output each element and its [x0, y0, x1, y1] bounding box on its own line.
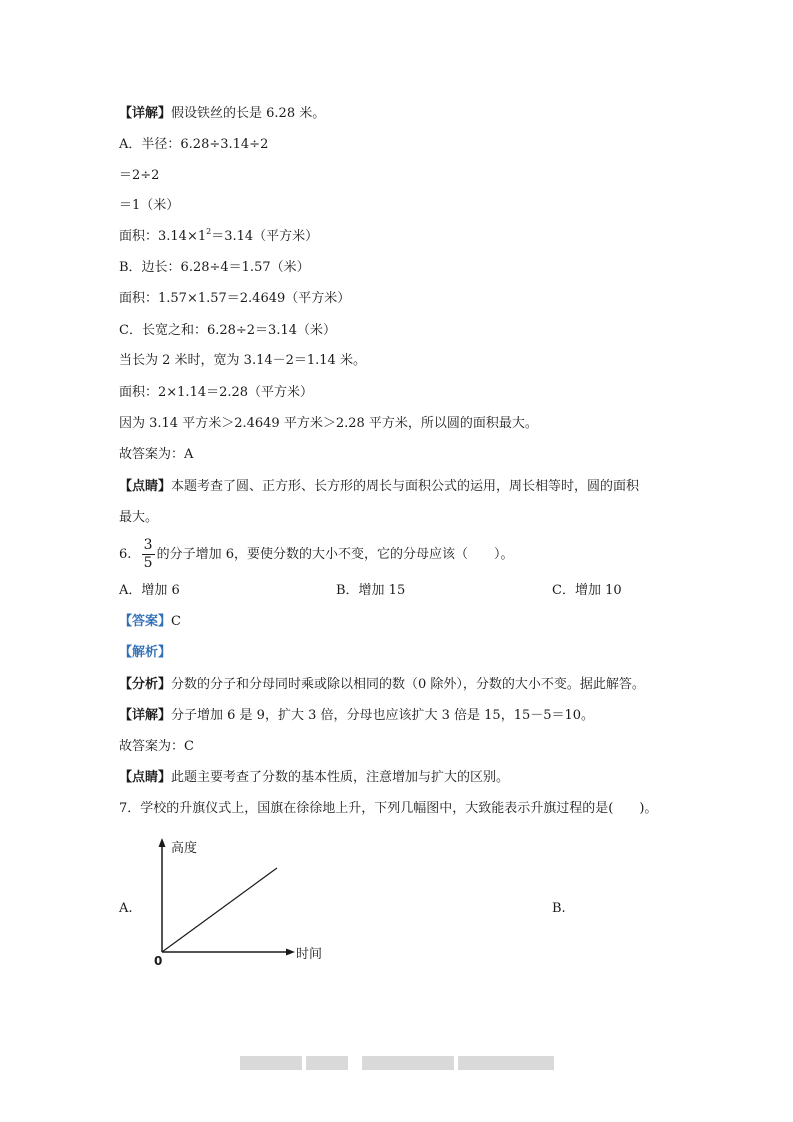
dianjing-line: 【点睛】本题考查了圆、正方形、长方形的周长与面积公式的运用，周长相等时，圆的面积: [119, 479, 640, 494]
detail-tag: 【详解】: [119, 106, 172, 121]
answer-tag: 【答案】: [119, 614, 172, 629]
fraction-denominator: 5: [143, 555, 153, 571]
answer-value: C: [171, 614, 181, 629]
y-axis-arrow: [159, 838, 166, 847]
text-line: 最大。: [119, 510, 159, 525]
detail-text: 假设铁丝的长是 6.28 米。: [171, 106, 326, 121]
text-line: A．半径：6.28÷3.14÷2: [119, 137, 269, 152]
question-7: 7．学校的升旗仪式上，国旗在徐徐地上升，下列几幅图中，大致能表示升旗过程的是( )。: [119, 801, 658, 816]
option-a-graph: [150, 832, 330, 967]
exponent: 2: [206, 227, 212, 236]
option-b: B．增加 15: [336, 583, 406, 598]
area-line: 面积：$3.14\times 1^2=3.14$（平方米）: [119, 227, 319, 244]
origin-label: 0: [154, 954, 163, 967]
text-line: B．边长：6.28÷4＝1.57（米）: [119, 260, 310, 275]
dianjing-tag: 【点睛】: [119, 770, 172, 785]
height-line: [162, 868, 277, 952]
xiangjie-tag: 【详解】: [119, 708, 172, 723]
answer-line: [119, 614, 181, 630]
question-6: [119, 537, 514, 573]
x-axis-label: 时间: [296, 947, 323, 962]
option-a-label: A.: [119, 901, 133, 916]
option-b-label: B.: [552, 901, 566, 916]
dianjing-line: 【点睛】此题主要考查了分数的基本性质，注意增加与扩大的区别。: [119, 770, 510, 785]
option-c: C．增加 10: [552, 583, 622, 598]
text-line: 当长为 2 米时，宽为 3.14－2＝1.14 米。: [119, 353, 366, 368]
x-axis-arrow: [286, 949, 295, 956]
fenxi-tag: 【分析】: [119, 677, 172, 692]
dianjing-tag: 【点睛】: [119, 479, 172, 494]
detail-line: [119, 106, 325, 122]
text-line: 面积：2×1.14＝2.28（平方米）: [119, 385, 314, 400]
analysis-tag: 【解析】: [119, 645, 172, 660]
text-line: 故答案为：A: [119, 447, 194, 462]
fenxi-line: 【分析】分数的分子和分母同时乘或除以相同的数（0 除外），分数的大小不变。据此解答。: [119, 677, 645, 692]
question-number: 6.: [119, 547, 132, 562]
text-line: ＝2÷2: [119, 168, 160, 183]
y-axis-label: 高度: [171, 841, 198, 856]
text-line: 因为 3.14 平方米＞2.4649 平方米＞2.28 平方米，所以圆的面积最大。: [119, 416, 538, 431]
option-a: A．增加 6: [119, 583, 180, 598]
fraction: [142, 537, 155, 572]
conclusion-line: 故答案为：C: [119, 739, 194, 754]
question-text: 的分子增加 6，要使分数的大小不变，它的分母应该（ ）。: [156, 547, 514, 562]
text-line: ＝1（米）: [119, 198, 180, 213]
fraction-numerator: 3: [143, 537, 153, 553]
analysis-line: [119, 645, 171, 661]
text-line: 面积：1.57×1.57＝2.4649（平方米）: [119, 291, 351, 306]
xiangjie-line: 【详解】分子增加 6 是 9，扩大 3 倍，分母也应该扩大 3 倍是 15，15－5＝10。: [119, 708, 595, 723]
text-line: C．长宽之和：6.28÷2＝3.14（米）: [119, 323, 337, 338]
